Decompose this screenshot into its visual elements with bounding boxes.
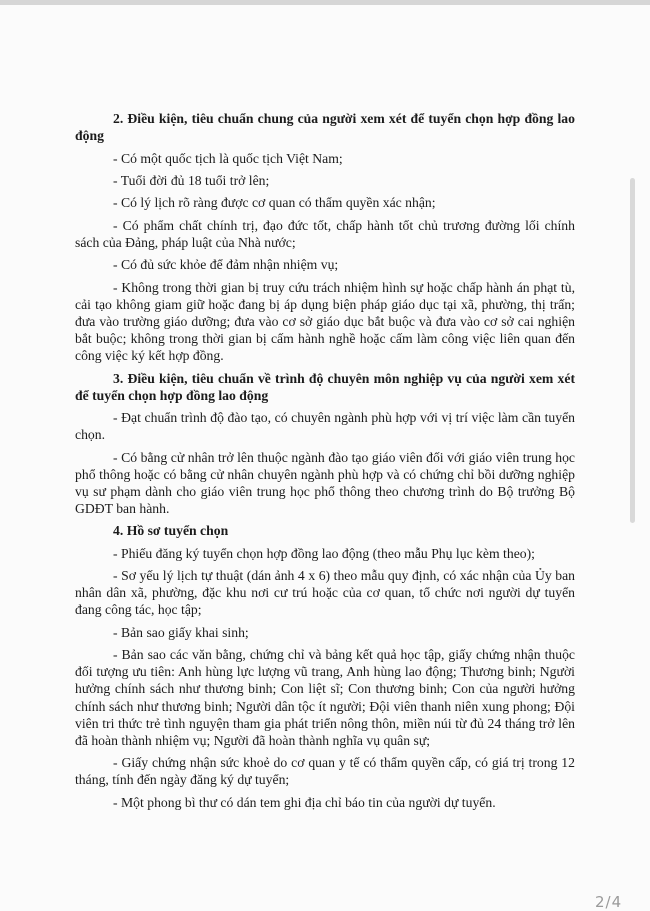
list-item-text: - Một phong bì thư có dán tem ghi địa chỉ báo tin của người dự tuyển.	[113, 794, 496, 810]
list-item-text: - Có một quốc tịch là quốc tịch Việt Nam;	[113, 150, 343, 166]
list-item-text: - Bản sao giấy khai sinh;	[113, 624, 249, 640]
list-item-text: - Đạt chuẩn trình độ đào tạo, có chuyên ngành phù hợp với vị trí việc làm cần tuyển chọn.	[75, 410, 575, 443]
list-item-text: - Có bằng cử nhân trở lên thuộc ngành đào tạo giáo viên đối với giáo viên trung học phổ thông hoặc có bằng cử nhân chuyên ngành phù hợp và có chứng chỉ bồi dưỡng nghiệp vụ sư phạm dành cho giáo viên trung học phổ thông theo chương trình do Bộ trưởng Bộ GDĐT ban hành.	[75, 449, 575, 516]
list-item-text: - Không trong thời gian bị truy cứu trách nhiệm hình sự hoặc chấp hành án phạt tù, cải tạo không giam giữ hoặc đang bị áp dụng biện pháp giáo dục tại xã, phường, thị trấn; đưa vào trường giáo dưỡng; đưa vào cơ sở giáo dục bắt buộc và đưa vào cơ sở cai nghiện bắt buộc; không trong thời gian bị cấm hành nghề hoặc cấm làm công việc liên quan đến công việc ký kết hợp đồng.	[75, 279, 575, 364]
list-item	[75, 409, 575, 443]
section-3-heading	[75, 370, 575, 404]
list-item	[75, 646, 575, 749]
list-item-text: - Có phẩm chất chính trị, đạo đức tốt, chấp hành tốt chủ trương đường lối chính sách của Đảng, pháp luật của Nhà nước;	[75, 217, 575, 250]
list-item	[75, 567, 575, 618]
list-item-text: - Có đủ sức khỏe để đảm nhận nhiệm vụ;	[113, 257, 339, 273]
vertical-scrollbar[interactable]	[630, 178, 635, 523]
list-item-text: - Giấy chứng nhận sức khoẻ do cơ quan y tế có thẩm quyền cấp, có giá trị trong 12 tháng, tính đến ngày đăng ký dự tuyển;	[75, 755, 575, 788]
list-item	[75, 194, 575, 211]
list-item	[75, 794, 575, 811]
list-item	[75, 624, 575, 641]
list-item	[75, 217, 575, 251]
page-indicator: 2/4	[595, 893, 623, 911]
list-item-text: - Phiếu đăng ký tuyển chọn hợp đồng lao động (theo mẫu Phụ lục kèm theo);	[113, 545, 535, 561]
list-item-text: - Tuổi đời đủ 18 tuổi trở lên;	[113, 172, 270, 188]
list-item	[75, 150, 575, 167]
viewer-top-bar	[0, 0, 650, 5]
list-item	[75, 449, 575, 518]
list-item	[75, 754, 575, 788]
list-item-text: - Có lý lịch rõ ràng được cơ quan có thẩm quyền xác nhận;	[113, 195, 436, 211]
section-2-heading	[75, 110, 575, 144]
list-item-text: - Sơ yếu lý lịch tự thuật (dán ảnh 4 x 6) theo mẫu quy định, có xác nhận của Ủy ban nhân dân xã, phường, đặc khu nơi cư trú hoặc của cơ quan, tổ chức nơi người dự tuyển đang công tác, học tập;	[75, 568, 575, 618]
section-2-heading-text: 2. Điều kiện, tiêu chuẩn chung của người xem xét để tuyển chọn hợp đồng lao động	[75, 111, 575, 144]
list-item	[75, 279, 575, 365]
section-4-heading	[75, 522, 575, 539]
section-4-heading-text: 4. Hồ sơ tuyển chọn	[113, 523, 229, 539]
list-item	[75, 256, 575, 273]
section-3-heading-text: 3. Điều kiện, tiêu chuẩn về trình độ chuyên môn nghiệp vụ của người xem xét để tuyển chọn hợp đồng lao động	[75, 370, 575, 403]
list-item-text: - Bản sao các văn bằng, chứng chỉ và bảng kết quả học tập, giấy chứng nhận thuộc đối tượng ưu tiên: Anh hùng lực lượng vũ trang, Anh hùng lao động; Thương binh; Người hưởng chính sách như thương binh; Con liệt sĩ; Con thương binh; Con của người hưởng chính sách như thương binh; Người dân tộc ít người; Đội viên thanh niên xung phong; Đội viên tri thức trẻ tình nguyện tham gia phát triển nông thôn, miền núi từ đủ 24 tháng trở lên đã hoàn thành nhiệm vụ; Người đã hoàn thành nghĩa vụ quân sự;	[75, 647, 575, 748]
list-item	[75, 172, 575, 189]
list-item	[75, 545, 575, 562]
